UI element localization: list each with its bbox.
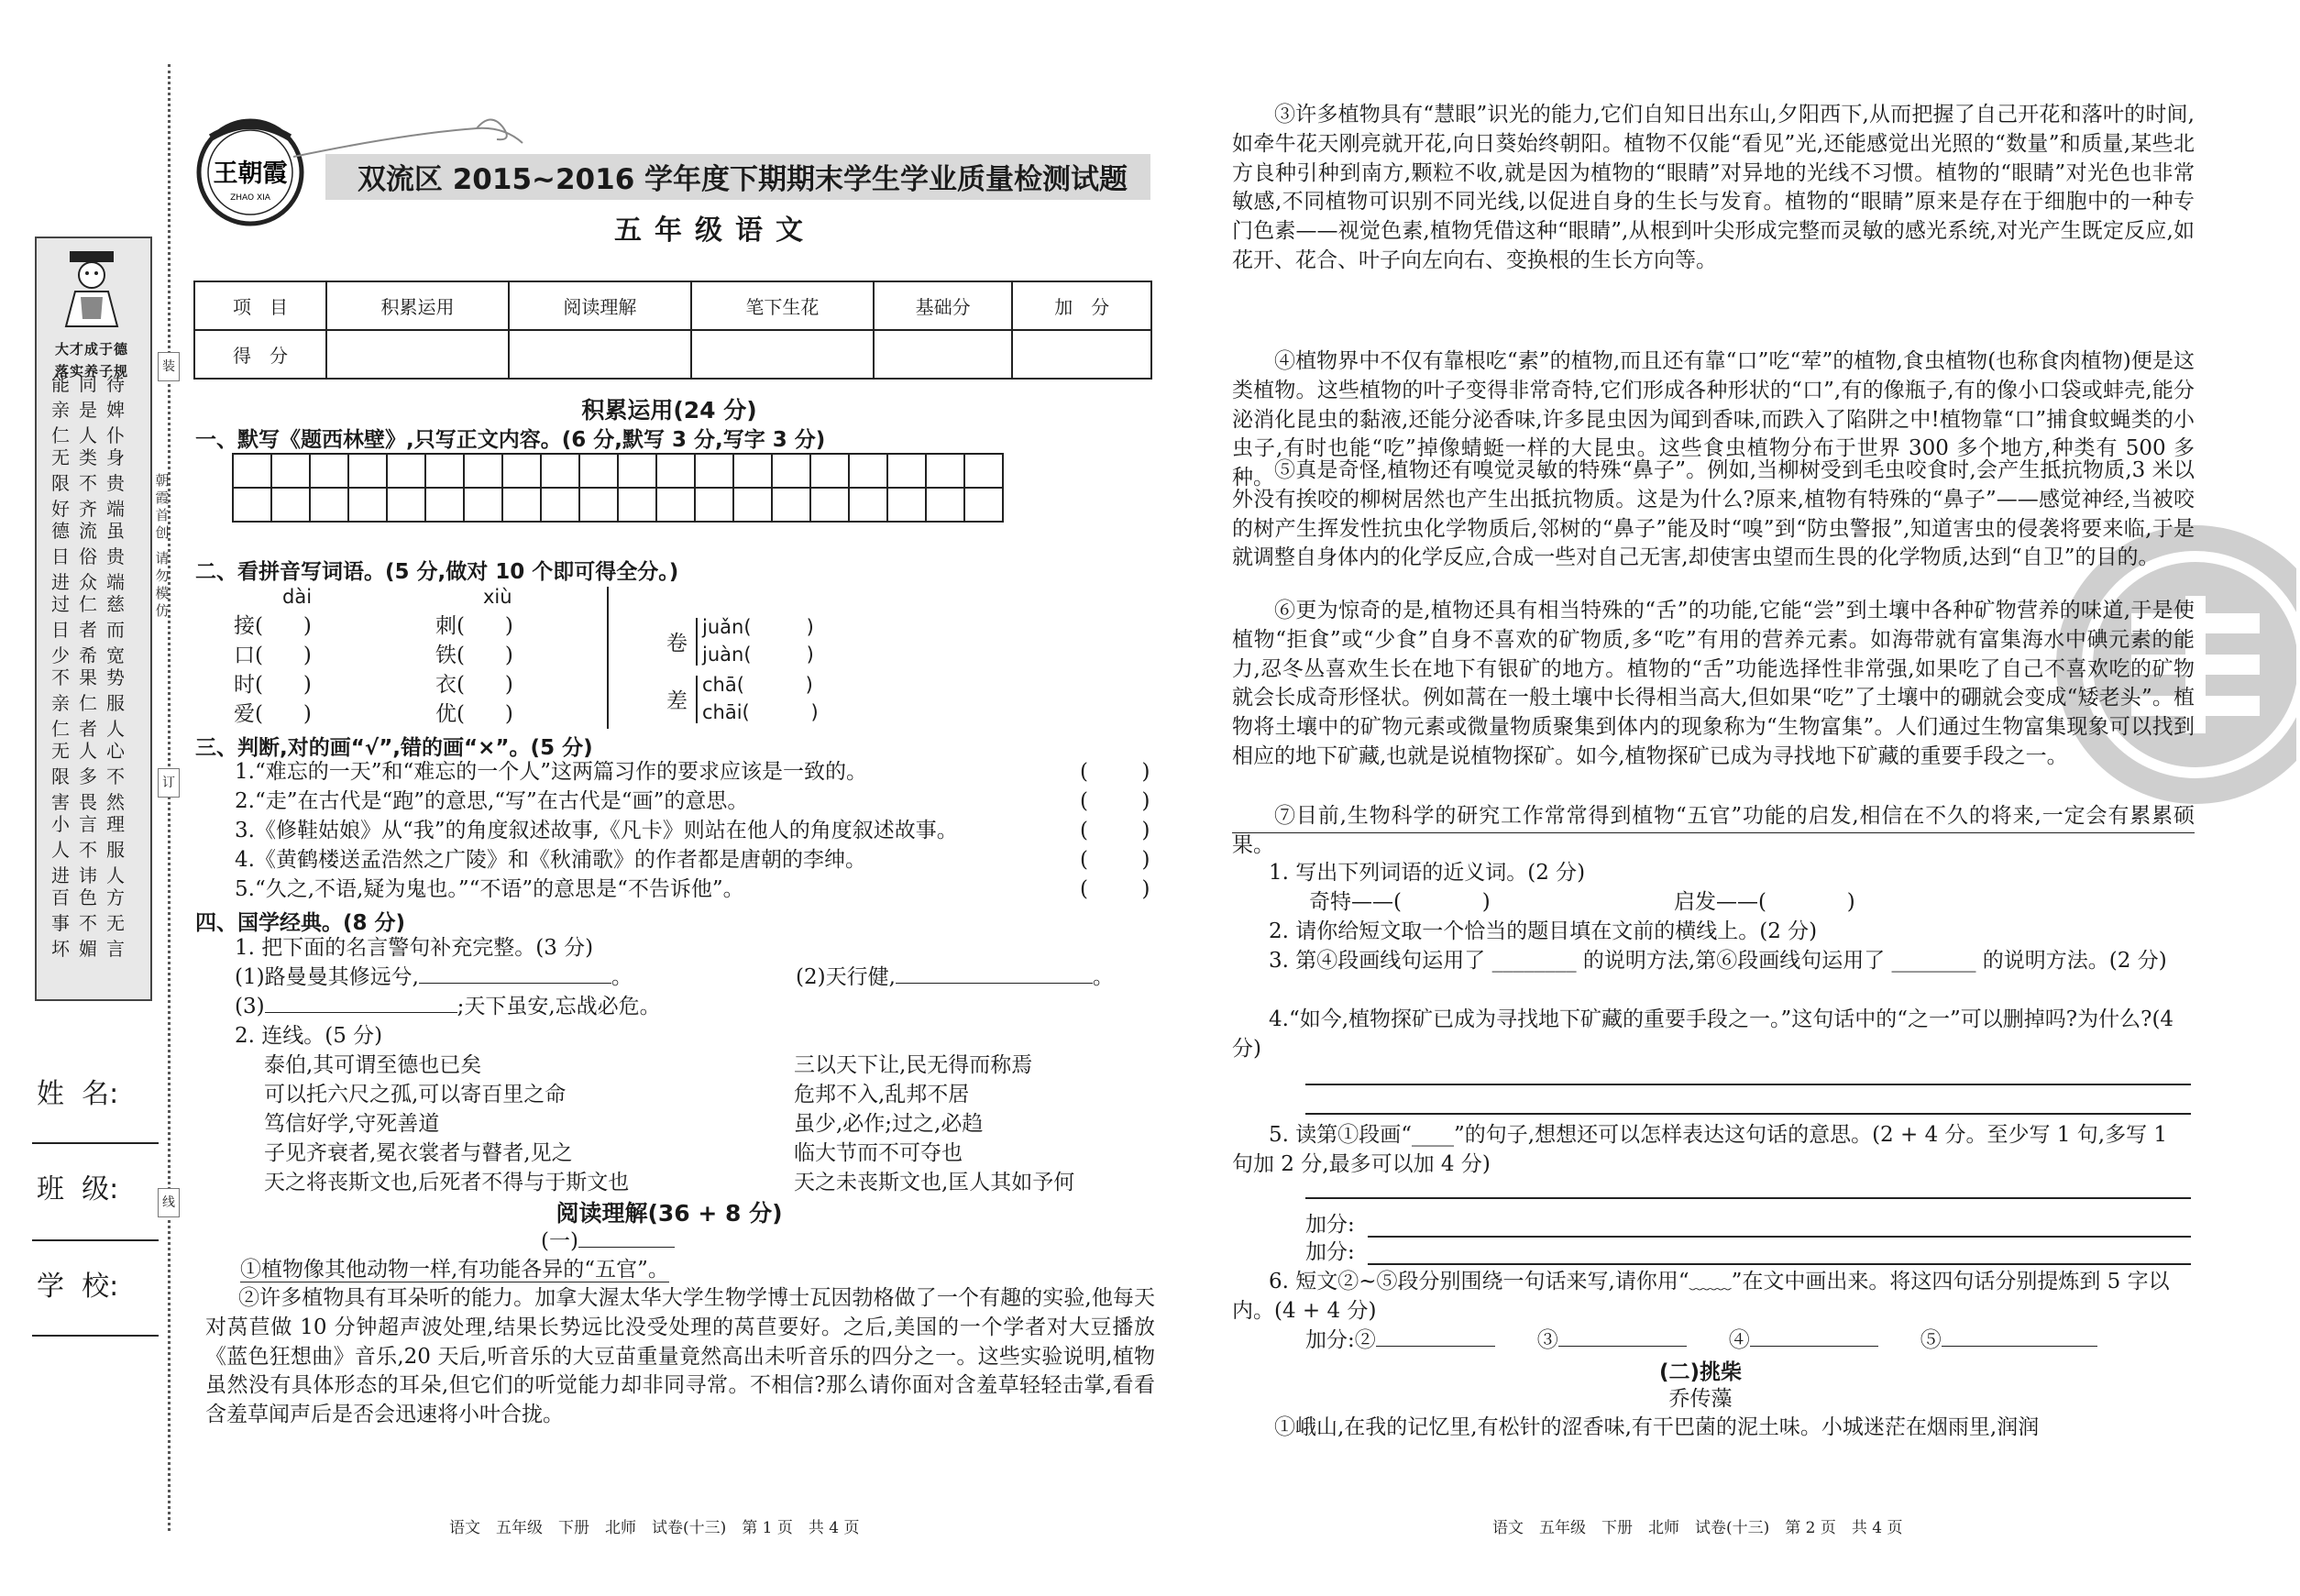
sub-question: 2. 连线。(5 分) [235, 1024, 383, 1048]
underlined-sentence: ①植物像其他动物一样,有功能各异的“五官”。 [240, 1258, 669, 1282]
motto-column: 能亲仁 [51, 373, 70, 446]
pinyin-blank[interactable]: 刺( ) [435, 614, 513, 638]
quote-prompt [235, 992, 661, 1021]
answer-blank[interactable]: 启发——( ) [1674, 890, 1855, 914]
motto-column: 虽贵端 [106, 520, 125, 593]
binding-dotted-line [168, 64, 171, 1531]
paragraph-number: ② [1354, 1328, 1376, 1352]
link-right-item[interactable]: 临大节而不可夺也 [794, 1141, 963, 1165]
sub-question: 5. 读第①段画“____”的句子,想想还可以怎样表达这句话的意思。(2 + 4 分。至少写 1 句,多写 1 句加 2 分,最多可以加 4 分) [1232, 1123, 2168, 1176]
passage-number: (一) [541, 1229, 578, 1253]
bonus-label: 加分: [1305, 1213, 1355, 1237]
bonus-label: 加分: [1305, 1328, 1355, 1352]
pinyin: xiù [483, 586, 512, 608]
passage-paragraph: ①峨山,在我的记忆里,有松针的涩香味,有干巴菌的泥土味。小城迷茫在烟雨里,润润 [1274, 1415, 2040, 1439]
passage-paragraph: ⑤真是奇怪,植物还有嗅觉灵敏的特殊“鼻子”。例如,当柳树受到毛虫咬食时,会产生抵抗物质,3 米以外没有挨咬的柳树居然也产生出抵抗物质。这是为什么?原来,植物有特殊的“鼻子”——感觉神经,当被咬的树产生挥发性抗虫化学物质后,邻树的“鼻子”能及时“嗅”到“防虫警报”,知道害虫的侵袭将要来临,于是就调整自身体内的化学反应,合成一些对自己无害,却使害虫望而生畏的化学物质,达到“自卫”的目的。 [1232, 458, 2195, 570]
polyphone-blank[interactable]: chāi( ) [702, 701, 819, 723]
table-cell: 笔下生花 [691, 281, 874, 330]
pinyin-blank[interactable]: 爱( ) [234, 702, 312, 726]
motto-column: 待婢仆 [106, 373, 125, 446]
sub-question: 6. 短文②~⑤段分别围绕一句话来写,请你用“﹏﹏”在文中画出来。将这四句话分别提炼到 5 字以内。(4 + 4 分) [1232, 1270, 2170, 1323]
motto-column: 方无言 [106, 886, 125, 960]
quote-text: (1)路曼曼其修远兮, [235, 965, 419, 989]
passage-label [541, 1227, 675, 1256]
writing-grid[interactable] [232, 453, 1004, 523]
seal-mark: 装 [158, 352, 180, 381]
motto-column: 人多畏 [79, 740, 97, 813]
passage-paragraph [240, 1256, 1155, 1285]
link-right-item[interactable]: 三以天下让,民无得而称焉 [794, 1053, 1033, 1077]
summary-row [1305, 1326, 2097, 1355]
passage-paragraph: ②许多植物具有耳朵听的能力。加拿大渥太华大学生物学博士瓦因勃格做了一个有趣的实验,他每天对莴苣做 10 分钟超声波处理,结果长势远比没受处理的莴苣要好。之后,美国的一个学者对大豆播放《蓝色狂想曲》音乐,20 天后,听音乐的大豆苗重量竟然高出未听音乐的四分之一。这些实验说明,植物虽然没有具体形态的耳朵,但它们的听觉能力却非同寻常。不相信?那么请你面对含羞草轻轻击掌,看看含羞草闻声后是否会迅速将小叶合拢。 [205, 1286, 1155, 1427]
table-cell: 积累运用 [326, 281, 509, 330]
link-left-item[interactable]: 天之将丧斯文也,后死者不得与于斯文也 [264, 1171, 630, 1194]
passage-paragraph: ④植物界中不仅有靠根吃“素”的植物,而且还有靠“口”吃“荤”的植物,食虫植物(也称食肉植物)便是这类植物。这些植物的叶子变得非常奇特,它们形成各种形状的“口”,有的像瓶子,有的像小口袋或蚌壳,能分泌消化昆虫的黏液,还能分泌香味,许多昆虫因为闻到香味,而跌入了陷阱之中!植物靠“口”捕食蚊蝇类的小虫子,有时也能“吃”掉像蜻蜓一样的大昆虫。这些食虫植物分布于世界 300 多个地方,种类有 500 多种。 [1232, 349, 2195, 490]
pinyin-blank[interactable]: 衣( ) [435, 673, 513, 697]
answer-blank[interactable]: 奇特——( ) [1309, 890, 1491, 914]
answer-paren[interactable]: ( ) [1080, 848, 1150, 872]
answer-blank[interactable] [1558, 1346, 1687, 1347]
motto-column: 慈而宽 [106, 593, 125, 666]
score-input-cell[interactable] [874, 330, 1013, 379]
answer-blank[interactable] [265, 1012, 457, 1013]
publisher-logo-icon [193, 112, 308, 227]
passage-paragraph: ③许多植物具有“慧眼”识光的能力,它们自知日出东山,夕阳西下,从而把握了自己开花和落叶的时间,如牵牛花天刚亮就开花,向日葵始终朝阳。植物不仅能“看见”光,还能感觉出光照的“数量”和质量,某些北方良种引种到南方,颗粒不收,就是因为植物的“眼睛”对异地的光线不习惯。植物的“眼睛”对光色也非常敏感,不同植物可识别不同光线,以促进自身的生长与发育。植物的“眼睛”原来是存在于细胞中的一种专门色素——视觉色素,植物凭借这种“眼睛”,从根到叶尖形成完整而灵敏的感光系统,对光产生既定反应,如花开、花合、叶子向左向右、变换根的生长方向等。 [1232, 103, 2195, 272]
scholar-figure-icon [48, 246, 136, 328]
table-row [194, 330, 1151, 379]
brace [696, 618, 698, 666]
bonus-label: 加分: [1305, 1240, 1355, 1264]
motto-heading: 落实养子规 [54, 363, 128, 380]
motto-column: 心不然 [106, 740, 125, 813]
footer-page-1: 语文 五年级 下册 北师 试卷(十三) 第 1 页 共 4 页 [449, 1519, 860, 1537]
title-blank[interactable] [578, 1247, 675, 1248]
answer-paren[interactable]: ( ) [1080, 789, 1150, 813]
answer-blank[interactable] [1376, 1346, 1495, 1347]
answer-line[interactable] [1368, 1236, 2191, 1238]
polyphone-blank[interactable]: juàn( ) [702, 644, 814, 666]
table-cell: 阅读理解 [509, 281, 691, 330]
school-field[interactable] [32, 1335, 159, 1337]
passage-paragraph: ⑦目前,生物科学的研究工作常常得到植物“五官”功能的启发,相信在不久的将来,一定会有累累硕果。 [1232, 804, 2195, 857]
link-left-item[interactable]: 可以托六尺之孤,可以寄百里之命 [264, 1083, 567, 1106]
motto-column: 不亲仁 [51, 666, 70, 740]
pinyin-blank[interactable]: 接( ) [234, 614, 312, 638]
vertical-note: 朝霞首创 [155, 472, 170, 541]
answer-paren[interactable]: ( ) [1080, 819, 1150, 842]
motto-column: 德日进 [51, 520, 70, 593]
judge-item: 3.《修鞋姑娘》从“我”的角度叙述故事,《凡卡》则站在他人的角度叙述故事。 [235, 819, 958, 842]
motto-heading: 大才成于德 [54, 341, 128, 358]
table-cell: 项 目 [194, 281, 326, 330]
motto-column: 过日少 [51, 593, 70, 666]
answer-blank[interactable] [896, 983, 1093, 984]
table-cell: 加 分 [1012, 281, 1151, 330]
motto-column: 小人进 [51, 813, 70, 886]
question-heading: 四、国学经典。(8 分) [195, 911, 406, 935]
score-input-cell[interactable] [1012, 330, 1151, 379]
judge-item: 4.《黄鹤楼送孟浩然之广陵》和《秋浦歌》的作者都是唐朝的李绅。 [235, 848, 866, 872]
link-right-item[interactable]: 虽少,必作;过之,必趋 [794, 1112, 984, 1136]
brace [696, 676, 698, 723]
question-heading: 二、看拼音写词语。(5 分,做对 10 个即可得全分。) [195, 560, 679, 584]
answer-line[interactable] [1368, 1263, 2191, 1265]
subject-title: 五年级语文 [614, 215, 816, 247]
answer-blank[interactable] [1750, 1346, 1878, 1347]
sub-question: 3. 第④段画线句运用了 ________ 的说明方法,第⑥段画线句运用了 ________ 的说明方法。(2 分) [1269, 949, 2167, 973]
link-right-item[interactable]: 天之未丧斯文也,匡人其如予何 [794, 1171, 1075, 1194]
judge-item: 5.“久之,不语,疑为鬼也。”“不语”的意思是“不告诉他”。 [235, 877, 744, 901]
footer-page-2: 语文 五年级 下册 北师 试卷(十三) 第 2 页 共 4 页 [1492, 1519, 1903, 1537]
link-left-item[interactable]: 子见齐衰者,冕衣裳者与瞽者,见之 [264, 1141, 573, 1165]
motto-column: 理服人 [106, 813, 125, 886]
answer-line[interactable] [1305, 1197, 2191, 1199]
passage-paragraph: ⑥更为惊奇的是,植物还具有相当特殊的“舌”的功能,它能“尝”到土壤中各种矿物营养的味道,于是使植物“拒食”或“少食”自身不喜欢的矿物质,多“吃”有用的营养元素。如海带就有富集海水中碘元素的能力,忍冬丛喜欢生长在地下有银矿的地方。植物的“舌”功能选择性非常强,如果吃了自己不喜欢吃的矿物就会长成奇形怪状。例如蒿在一般土壤中长得相当高大,但如果“吃”了土壤中的硼就会变成“矮老头”。植物将土壤中的矿物元素或微量物质聚集到体内的现象称为“生物富集”。人们通过生物富集现象可以找到相应的地下矿藏,也就是说植物探矿。如今,植物探矿已成为寻找地下矿藏的重要手段之一。 [1232, 599, 2195, 768]
link-left-item[interactable]: 笃信好学,守死善道 [264, 1112, 440, 1136]
sub-question: 2. 请你给短文取一个恰当的题目填在文前的横线上。(2 分) [1269, 919, 1818, 943]
answer-paren[interactable]: ( ) [1080, 760, 1150, 784]
class-label: 班 级: [37, 1173, 119, 1205]
motto-column: 无限好 [51, 446, 70, 520]
table-row [194, 281, 1151, 330]
name-label: 姓 名: [37, 1078, 119, 1110]
answer-line[interactable] [1305, 1113, 2191, 1115]
underline-mark [1232, 832, 2195, 833]
pinyin-blank[interactable]: 铁( ) [435, 644, 513, 667]
motto-column: 势服人 [106, 666, 125, 740]
score-input-cell[interactable] [326, 330, 509, 379]
answer-blank[interactable] [419, 983, 611, 984]
sub-question: 4.“如今,植物探矿已成为寻找地下矿藏的重要手段之一。”这句话中的“之一”可以删掉吗?为什么?(4 分) [1232, 1007, 2174, 1061]
seal-mark: 订 [158, 768, 180, 798]
section-title: 阅读理解(36 + 8 分) [556, 1200, 783, 1227]
link-left-item[interactable]: 泰伯,其可谓至德也已矣 [264, 1053, 482, 1077]
paragraph-number: ④ [1728, 1328, 1750, 1352]
motto-column: 同是人 [79, 373, 97, 446]
polyphone-char: 差 [666, 689, 688, 713]
score-table [193, 281, 1152, 380]
motto-column: 类不齐 [79, 446, 97, 520]
answer-paren[interactable]: ( ) [1080, 877, 1150, 901]
question-heading: 三、判断,对的画“√”,错的画“×”。(5 分) [195, 736, 593, 760]
link-right-item[interactable]: 危邦不入,乱邦不居 [794, 1083, 970, 1106]
quote-text: (2)天行健, [796, 965, 896, 989]
passage-title: (二)挑柴 [1658, 1360, 1743, 1384]
paragraph-number: ③ [1536, 1328, 1558, 1352]
pinyin-blank[interactable]: 优( ) [435, 702, 513, 726]
quote-prompt: (2)天行健, 。 [796, 965, 1114, 989]
motto-column: 流俗众 [79, 520, 97, 593]
sub-question: 1. 把下面的名言警句补充完整。(3 分) [235, 936, 594, 960]
pinyin-blank[interactable]: 口( ) [234, 644, 312, 667]
school-label: 学 校: [37, 1271, 119, 1303]
paragraph-number: ⑤ [1920, 1328, 1942, 1352]
motto-column: 果仁者 [79, 666, 97, 740]
answer-blank[interactable] [1942, 1346, 2097, 1347]
motto-column: 色不媚 [79, 886, 97, 960]
motto-column: 身贵端 [106, 446, 125, 520]
quote-text: (3) [235, 995, 265, 1018]
judge-item: 1.“难忘的一天”和“难忘的一个人”这两篇习作的要求应该是一致的。 [235, 760, 867, 784]
vertical-note: 请勿模仿 [155, 550, 170, 619]
score-input-cell[interactable] [509, 330, 691, 379]
pinyin: dài [282, 586, 313, 608]
motto-column: 言不讳 [79, 813, 97, 886]
divider [607, 587, 609, 729]
polyphone-blank[interactable]: chā( ) [702, 674, 813, 696]
polyphone-blank[interactable]: juǎn( ) [702, 616, 814, 638]
sub-question: 1. 写出下列词语的近义词。(2 分) [1269, 861, 1586, 885]
passage-author: 乔传藻 [1668, 1387, 1733, 1411]
name-field[interactable] [32, 1142, 159, 1144]
exam-title: 双流区 2015~2016 学年度下期期末学生学业质量检测试题 [357, 163, 1128, 196]
quote-prompt: (1)路曼曼其修远兮, 。 [235, 965, 633, 989]
question-heading: 一、默写《题西林壁》,只写正文内容。(6 分,默写 3 分,写字 3 分) [195, 428, 826, 452]
logo-subtext: ZHAO XIA [230, 193, 270, 203]
section-title: 积累运用(24 分) [581, 397, 757, 424]
table-cell: 得 分 [194, 330, 326, 379]
table-cell: 基础分 [874, 281, 1013, 330]
pinyin-blank[interactable]: 时( ) [234, 673, 312, 697]
seal-mark: 线 [158, 1188, 180, 1217]
motto-column: 无限害 [51, 740, 70, 813]
judge-item: 2.“走”在古代是“跑”的意思,“写”在古代是“画”的意思。 [235, 789, 749, 813]
logo-text: 王朝霞 [213, 160, 288, 188]
class-field[interactable] [32, 1239, 159, 1241]
score-input-cell[interactable] [691, 330, 874, 379]
motto-column: 仁者希 [79, 593, 97, 666]
polyphone-char: 卷 [666, 632, 688, 655]
motto-column: 百事坏 [51, 886, 70, 960]
answer-line[interactable] [1305, 1084, 2191, 1085]
quote-text: ;天下虽安,忘战必危。 [457, 995, 661, 1018]
